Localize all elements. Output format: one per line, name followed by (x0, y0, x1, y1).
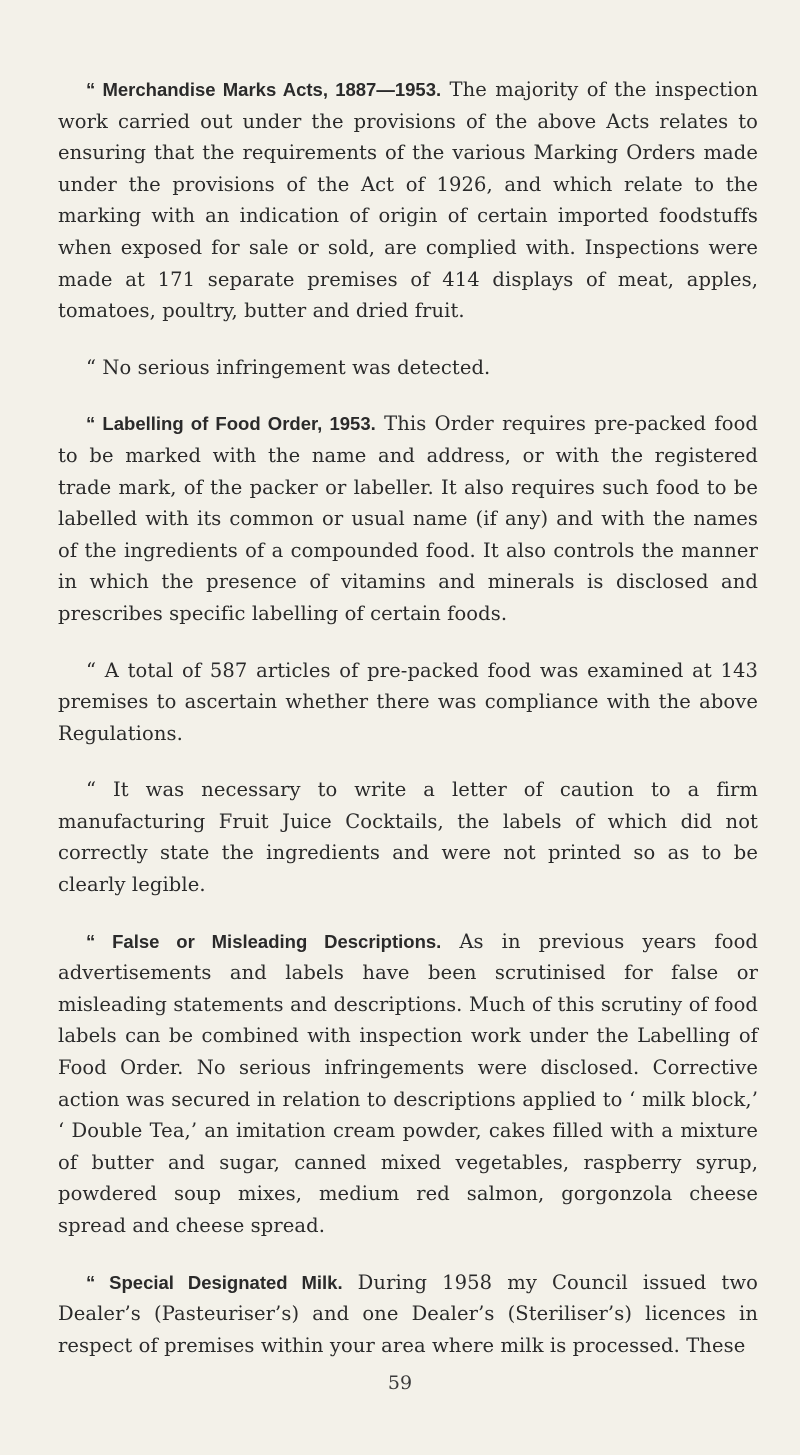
paragraph-text: “ No serious infringement was detected. (86, 355, 491, 379)
paragraph-text: “ A total of 587 articles of pre-packed food was examined at 143 premises to ascertain whether there was compliance with the above Regulations. (58, 658, 758, 745)
page-number: 59 (387, 1372, 413, 1394)
heading-labelling-order: “ Labelling of Food Order, 1953. (86, 413, 376, 435)
paragraph-labelling-order (58, 408, 758, 629)
paragraph-no-infringement (58, 352, 758, 384)
heading-special-milk: “ Special Designated Milk. (86, 1271, 343, 1293)
paragraph-text: The majority of the inspection work carried out under the provisions of the above Acts relates to ensuring that the requirements of the various Marking Orders made under the provisions of the Act of 1926, and which relate to the marking with an indication of origin of certain imported foodstuffs when exposed for sale or sold, are complied with. Inspections were made at 171 separate premises of 414 displays of meat, apples, tomatoes, poultry, butter and dried fruit. (58, 78, 758, 323)
paragraph-text: As in previous years food advertisements and labels have been scrutinised for false or misleading statements and descriptions. Much of this scrutiny of food labels can be combined with inspection work under the Labelling of Food Order. No serious infringements were disclosed. Corrective action was secured in relation to descriptions applied to ‘ milk block,’ ‘ Double Tea,’ an imitation cream powder, cakes filled with a mixture of butter and sugar, canned mixed vegetables, raspberry syrup, powdered soup mixes, medium red salmon, gorgonzola cheese spread and cheese spread. (58, 929, 758, 1237)
paragraph-text: “ It was necessary to write a letter of caution to a firm manufacturing Fruit Juice Cocktails, the labels of which did not correctly state the ingredients and were not printed so as to be clearly legible. (58, 778, 758, 897)
paragraph-prepacked-total (58, 655, 758, 750)
heading-false-descriptions: “ False or Misleading Descriptions. (86, 930, 442, 952)
document-body (58, 74, 758, 1361)
paragraph-text: During 1958 my Council issued two Dealer’s (Pasteuriser’s) and one Dealer’s (Steriliser’s) licences in respect of premises within your area where milk is processed. These (58, 1270, 759, 1357)
paragraph-merchandise-marks (58, 74, 758, 327)
heading-merchandise-marks: “ Merchandise Marks Acts, 1887—1953. (86, 79, 442, 100)
paragraph-false-descriptions (58, 926, 758, 1242)
paragraph-special-milk (58, 1267, 758, 1362)
paragraph-text: This Order requires pre-packed food to be marked with the name and address, or with the registered trade mark, of the packer or labeller. It also requires such food to be labelled with its common or usual name (if any) and with the names of the ingredients of a compounded food. It also controls the manner in which the presence of vitamins and minerals is disclosed and prescribes specific labelling of certain foods. (58, 412, 758, 625)
paragraph-letter-of-caution (58, 774, 758, 900)
